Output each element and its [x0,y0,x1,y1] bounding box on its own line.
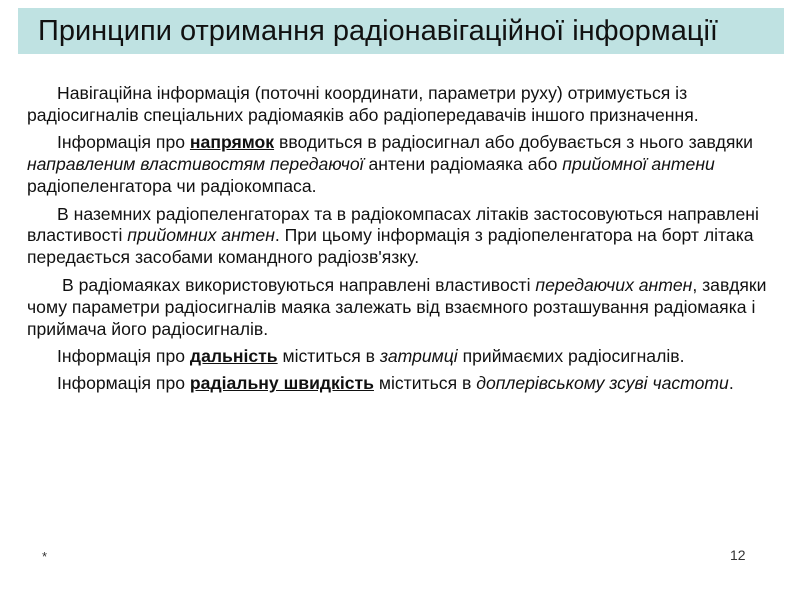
paragraph-1 [27,83,789,127]
paragraph-text: міститься в [277,345,380,366]
term-direction: напрямок [189,132,275,153]
page-number: 12 [730,547,746,563]
paragraph-3 [27,204,789,270]
paragraph-text: В радіомаяках використовуються направлені властивості [62,274,536,295]
emphasis-text: затримці [379,345,458,366]
paragraph-text: міститься в [373,373,477,394]
term-distance: дальність [189,345,278,366]
paragraph-2 [27,132,789,198]
slide-title: Принципи отримання радіонавігаційної інформації [38,15,718,47]
emphasis-text: направленим властивостям передаючої [27,154,364,175]
paragraph-text: Інформація про [57,345,190,366]
term-radial-speed: радіальну швидкість [189,373,374,394]
slide-body [27,83,789,401]
emphasis-text: передаючих антен [535,274,693,295]
paragraph-text: Навігаційна інформація (поточні координати, параметри руху) отримується із радіосигналів спеціальних радіомаяків або радіопередавачів іншого призначення. [27,83,699,125]
paragraph-text: . [728,373,734,394]
footer-star: * [42,549,48,564]
paragraph-text: приймаємих радіосигналів. [457,345,685,366]
emphasis-text: доплерівському зсуві частоти [476,373,729,394]
emphasis-text: прийомної антени [562,154,715,175]
title-bar [18,8,784,54]
paragraph-text: В наземних радіопеленгаторах та в радіокомпасах літаків застосовуються направлені властивості [27,203,759,246]
paragraph-text: антени радіомаяка або [363,154,563,175]
paragraph-text: Інформація про [57,373,190,394]
emphasis-text: прийомних антен [127,225,275,246]
paragraph-text: Інформація про [57,132,190,153]
paragraph-6 [27,373,789,395]
paragraph-text: вводиться в радіосигнал або добувається з нього завдяки [274,132,753,153]
paragraph-text: . При цьому інформація з радіопеленгатора на борт літака передається засобами командного радіозв'язку. [27,225,754,268]
paragraph-text: радіопеленгатора чи радіокомпаса. [27,176,317,197]
paragraph-5 [27,346,789,368]
paragraph-text: , завдяки чому параметри радіосигналів маяка залежать від взаємного розташування радіомаяка і приймача його радіосигналів. [27,274,767,339]
paragraph-4 [27,275,789,341]
